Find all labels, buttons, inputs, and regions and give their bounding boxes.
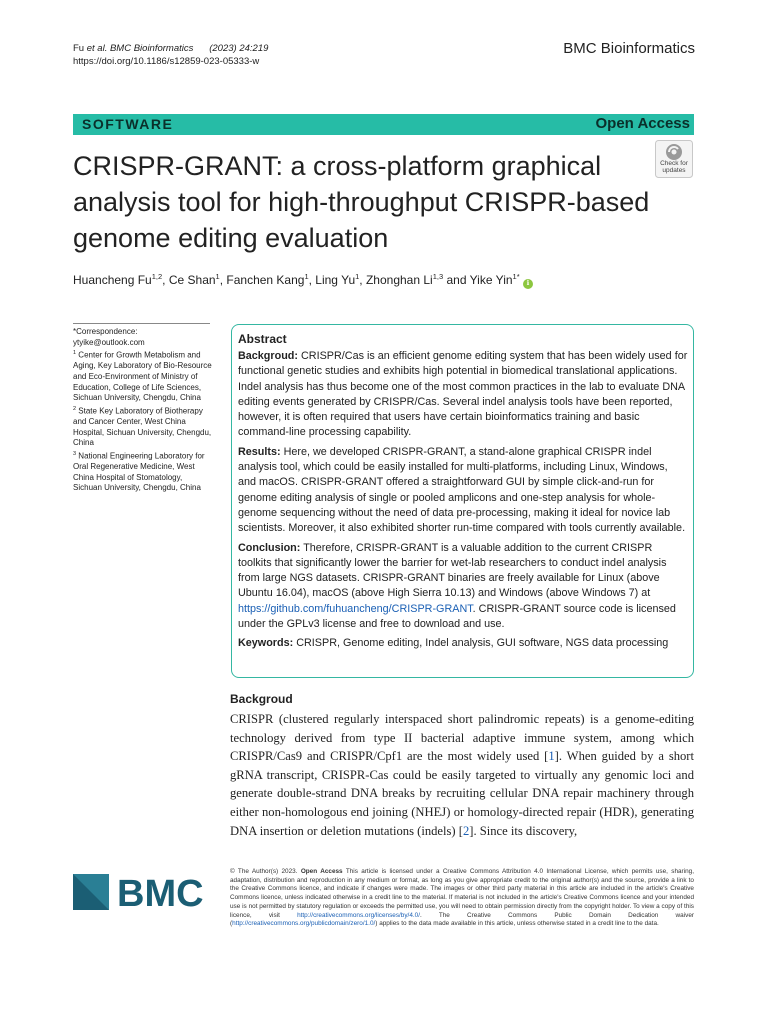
affiliation-list: [73, 348, 213, 494]
abstract-background: [238, 349, 688, 441]
cc-zero-link[interactable]: http://creativecommons.org/publicdomain/zero/1.0/: [232, 920, 376, 928]
abstract-content: [238, 331, 688, 656]
author-name: Fanchen Kang: [226, 273, 305, 287]
orcid-icon[interactable]: ℹ: [523, 279, 533, 289]
abstract-keywords: [238, 636, 688, 651]
check-for-updates-label[interactable]: Check for updates: [660, 160, 688, 174]
abstract-conclusion-text: Therefore, CRISPR-GRANT is a valuable addition to the current CRISPR toolkits that significantly lower the barrier for wet-lab researchers to conduct indel analysis from large NGS datasets. CRISPR-GRANT binaries are freely available for Linux (above Ubuntu 16.04), macOS (above High Sierra 10.13) and Windows (above Windows 7) at: [238, 541, 667, 600]
body-text-2: ]. When guided by a short gRNA transcript, CRISPR-Cas could be easily targeted to virtually any genomic loci and generate double-strand DNA breaks by recruiting cellular DNA repair machinery through either non-homologous end joining (NHEJ) or homology-directed repair (HDR), generating DNA insertion or deletion mutations (indels) [: [230, 749, 695, 838]
affiliation-text: Center for Growth Metabolism and Aging, Key Laboratory of Bio-Resource and Eco-Environment of Ministry of Education, College of Life Sciences, Sichuan University, Chengdu, China: [73, 350, 212, 403]
license-text-3: ) applies to the data made available in this article, unless otherwise stated in a credit line to the data.: [375, 920, 659, 928]
author-separator: ,: [162, 273, 169, 287]
affiliation-item: [73, 404, 213, 449]
keywords-label: Keywords:: [238, 637, 294, 650]
author-separator: and: [443, 273, 470, 287]
author-affiliation-sup: 1: [304, 272, 309, 281]
abstract-conclusion-label: Conclusion:: [238, 541, 301, 554]
journal-name: BMC Bioinformatics: [563, 40, 695, 57]
author-separator: ,: [219, 273, 227, 287]
license-notice: [230, 868, 694, 929]
author-affiliation-sup: 1,3: [432, 272, 444, 281]
citation-header: [73, 42, 268, 68]
abstract-background-label: Backgroud:: [238, 350, 298, 362]
affiliation-number: 1: [73, 350, 77, 357]
license-text-1: This article is licensed under a Creative Commons Attribution 4.0 International License, which permits use, sharing, adaptation, distribution and reproduction in any medium or format, as long as you give appropriate credit to the original author(s) and the source, provide a link to the Creative Commons licence, and indicate if changes were made. The images or other third party material in this article are included in the article's Creative Commons licence, unless indicated otherwise in a credit line to the material. If material is not included in the article's Creative Commons licence and your intended use is not permitted by statutory regulation or exceeds the permitted use, you will need to obtain permission directly from the copyright holder. To view a copy of this licence, visit: [230, 868, 694, 919]
author-affiliation-sup: 1: [355, 272, 360, 281]
author-affiliation-sup: 1: [215, 272, 220, 281]
author-separator: ,: [359, 273, 366, 287]
author-affiliation-sup: 1*: [512, 272, 520, 281]
header-year-volume: (2023) 24:219: [209, 43, 269, 54]
author-name: Yike Yin: [469, 273, 513, 287]
author-name: Huancheng Fu: [73, 273, 152, 287]
header-journal-ref: et al. BMC Bioinformatics: [86, 43, 194, 54]
cc-by-link[interactable]: http://creativecommons.org/licenses/by/4.0/: [297, 911, 420, 919]
abstract-conclusion: [238, 541, 688, 633]
license-copyright: © The Author(s) 2023.: [230, 868, 298, 875]
open-access-label: Open Access: [595, 115, 690, 132]
article-title: CRISPR-GRANT: a cross-platform graphical analysis tool for high-throughput CRISPR-based genome editing evaluation: [73, 151, 650, 253]
affiliation-text: National Engineering Laboratory for Oral Regenerative Medicine, West China Hospital of Stomatology, Sichuan University, Chengdu, China: [73, 451, 205, 493]
abstract-results: [238, 445, 688, 537]
author-name: Ling Yu: [315, 273, 356, 287]
abstract-heading: Abstract: [238, 332, 287, 346]
article-type-label: SOFTWARE: [82, 116, 174, 132]
header-doi[interactable]: https://doi.org/10.1186/s12859-023-05333-w: [73, 56, 260, 67]
affiliation-item: [73, 348, 213, 404]
license-open-access: Open Access: [300, 868, 343, 875]
reference-1-link[interactable]: 1: [548, 749, 555, 764]
correspondence-label: *Correspondence:: [73, 327, 138, 336]
github-link[interactable]: https://github.com/fuhuancheng/CRISPR-GRANT: [238, 602, 473, 615]
section-heading: Backgroud: [230, 692, 293, 706]
affiliation-number: 2: [73, 405, 77, 412]
affiliation-item: [73, 449, 213, 494]
correspondence-email[interactable]: ytyike@outlook.com: [73, 337, 145, 347]
bmc-logo-icon: [73, 872, 218, 912]
body-text-1: CRISPR (clustered regularly interspaced short palindromic repeats) is a genome-editing technology derived from type II bacterial adaptive immune system, among which CRISPR/Cas9 and CRISPR/Cpf1 are the most widely used [: [230, 712, 694, 764]
bmc-logo-text: BMC: [117, 873, 204, 912]
reference-2-link[interactable]: 2: [462, 823, 470, 838]
keywords-text: CRISPR, Genome editing, Indel analysis, GUI software, NGS data processing: [296, 637, 669, 650]
abstract-background-text: CRISPR/Cas is an efficient genome editing system that has been widely used for functional genetic studies and exhibits high potential in biomedical translational applications. Indel analysis has thus become one of the most common practices in the lab to evaluate DNA editing events generated by CRISPR/Cas. Several indel analysis tools have been reported, however, it is often required that users have certain bioinformatics training and basic command-line processing capability.: [238, 350, 688, 439]
author-separator: ,: [308, 273, 316, 287]
author-name: Zhonghan Li: [365, 273, 433, 287]
sidebar-divider: [73, 323, 210, 324]
article-type-band: [73, 114, 694, 135]
author-affiliation-sup: 1,2: [151, 272, 163, 281]
body-text-3: ]. Since its discovery,: [469, 823, 578, 838]
license-text-2: . The Creative Commons Public Domain Dedication waiver (: [230, 911, 695, 928]
author-list: [73, 272, 533, 289]
affiliation-number: 3: [73, 450, 77, 457]
body-paragraph: [230, 710, 694, 840]
abstract-results-text: Here, we developed CRISPR-GRANT, a stand-alone graphical CRISPR indel analysis tool, which could be easily installed for multi-platforms, including Linux, Windows, and macOS. CRISPR-GRANT offered a straightforward GUI by simple click-and-run for genome editing analysis of single or pooled amplicons and one-step analysis for whole-genome sequencing without the need of data pre-processing, making it ideal for novice lab scientists. Moreover, it also exhibited shorter run-time compared with tools currently available.: [238, 445, 686, 535]
header-author: Fu: [73, 43, 85, 54]
author-name: Ce Shan: [168, 273, 216, 287]
abstract-results-label: Results:: [238, 445, 281, 458]
affiliation-text: State Key Laboratory of Biotherapy and Cancer Center, West China Hospital, Sichuan University, Chengdu, China: [73, 406, 212, 448]
abstract-conclusion-text-end: . CRISPR-GRANT source code is licensed under the GPLv3 license and free to download and use.: [238, 602, 676, 631]
sidebar-affiliations: [73, 327, 213, 494]
